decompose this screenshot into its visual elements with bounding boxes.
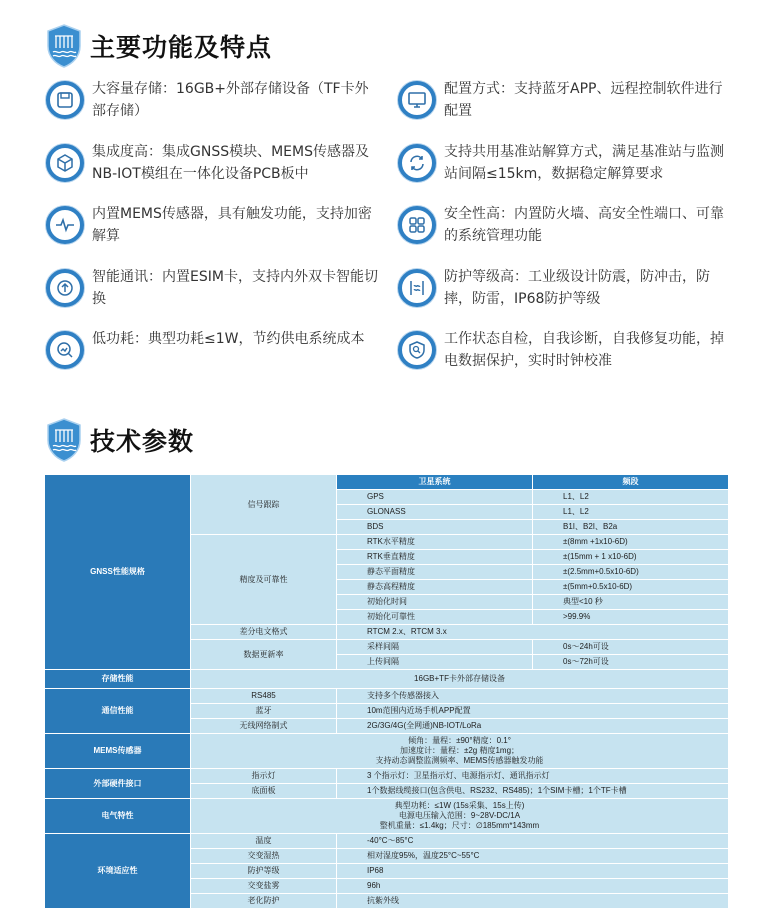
feature-text: 智能通讯：内置ESIM卡，支持内外双卡智能切换: [92, 268, 378, 307]
cell-value: 3 个指示灯：卫星指示灯、电源指示灯、通讯指示灯: [337, 769, 729, 784]
value-line: 加速度计：量程：±2g 精度1mg；: [399, 746, 520, 755]
group-value: [191, 734, 729, 769]
cell-value: -40°C～85°C: [337, 834, 729, 849]
feature-item: [398, 203, 733, 247]
feature-text: 工作状态自检，自我诊断，自我修复功能，掉电数据保护，实时时钟校准: [444, 331, 724, 369]
cell-value: >99.9%: [533, 610, 729, 625]
group-label: 电气特性: [45, 799, 191, 834]
table-row: [45, 769, 729, 784]
value-line: 典型功耗：≤1W (15s采集、15s上传): [394, 801, 525, 810]
value-line: 倾角：量程：±90°精度：0.1°: [408, 736, 511, 745]
monitor-icon: [398, 81, 436, 119]
feature-item: [46, 78, 381, 122]
sub-label: 数据更新率: [191, 640, 337, 670]
cell-value: 1个数据线缆接口(包含供电、RS232、RS485)；1个SIM卡槽；1个TF卡槽: [337, 784, 729, 799]
sub-label: 交变湿热: [191, 849, 337, 864]
group-label: 存储性能: [45, 670, 191, 689]
cell-value: ±(5mm+0.5x10-6D): [533, 580, 729, 595]
value-line: 16GB+TF卡外部存储设备: [414, 674, 505, 683]
sub-label: 无线网络制式: [191, 719, 337, 734]
feature-text: 支持共用基准站解算方式，满足基准站与监测站间隔≤15km，数据稳定解算要求: [444, 143, 724, 182]
features-section-header: [46, 24, 272, 68]
feature-item: [46, 203, 381, 247]
cube-icon: [46, 144, 84, 182]
cell-item: 初始化时间: [337, 595, 533, 610]
cell-value: 0s～72h可设: [533, 655, 729, 670]
table-row: [45, 734, 729, 769]
cell-value: B1I、B2I、B2a: [533, 520, 729, 535]
column-header: 卫星系统: [337, 475, 533, 490]
cell-value: 10m范围内近场手机APP配置: [337, 704, 729, 719]
cell-value: 相对湿度95%，温度25°C~55°C: [337, 849, 729, 864]
cell-item: GPS: [337, 490, 533, 505]
grid-icon: [398, 206, 436, 244]
upload-icon: [46, 269, 84, 307]
group-label: 外部硬件接口: [45, 769, 191, 799]
sub-label: 老化防护: [191, 894, 337, 909]
feature-item: [398, 141, 733, 185]
column-header: 频段: [533, 475, 729, 490]
cell-item: 采样间隔: [337, 640, 533, 655]
cell-value: 支持多个传感器接入: [337, 689, 729, 704]
group-label: 通信性能: [45, 689, 191, 734]
shield-wave-icon: [398, 269, 436, 307]
cell-value: 典型<10 秒: [533, 595, 729, 610]
cell-item: RTK垂直精度: [337, 550, 533, 565]
cell-value: 2G/3G/4G(全网通)NB-IOT/LoRa: [337, 719, 729, 734]
cell-item: 初始化可靠性: [337, 610, 533, 625]
shield-logo-icon: [46, 418, 82, 462]
cell-value: RTCM 2.x、RTCM 3.x: [337, 625, 729, 640]
sub-label: 精度及可靠性: [191, 535, 337, 625]
group-label: GNSS性能规格: [45, 475, 191, 670]
sync-icon: [398, 144, 436, 182]
value-line: 电源电压输入范围：9~28V-DC/1A: [398, 811, 521, 820]
sub-label: 底面板: [191, 784, 337, 799]
sub-label: 温度: [191, 834, 337, 849]
feature-text: 集成度高：集成GNSS模块、MEMS传感器及NB-IOT模组在一体化设备PCB板中: [92, 143, 369, 182]
feature-text: 内置MEMS传感器，具有触发功能，支持加密解算: [92, 206, 372, 244]
cell-value: L1、L2: [533, 505, 729, 520]
table-row: [45, 670, 729, 689]
cell-item: 静态高程精度: [337, 580, 533, 595]
cell-item: BDS: [337, 520, 533, 535]
feature-item: [46, 266, 381, 310]
value-line: 支持动态调整监测频率、MEMS传感器触发功能: [375, 756, 544, 765]
feature-item: [398, 328, 733, 372]
feature-item: [46, 141, 381, 185]
feature-text: 安全性高：内置防火墙、高安全性端口、可靠的系统管理功能: [444, 206, 724, 244]
cell-item: GLONASS: [337, 505, 533, 520]
sub-label: 防护等级: [191, 864, 337, 879]
table-row: [45, 689, 729, 704]
cell-value: ±(2.5mm+0.5x10-6D): [533, 565, 729, 580]
value-line: 整机重量：≤1.4kg；尺寸：∅185mm*143mm: [379, 821, 540, 830]
group-label: 环境适应性: [45, 834, 191, 909]
specs-section-header: [46, 418, 194, 462]
save-disk-icon: [46, 81, 84, 119]
table-row: [45, 799, 729, 834]
cell-value: IP68: [337, 864, 729, 879]
pulse-icon: [46, 206, 84, 244]
sub-label: RS485: [191, 689, 337, 704]
sub-label: 差分电文格式: [191, 625, 337, 640]
feature-text: 防护等级高：工业级设计防震，防冲击，防摔，防雷，IP68防护等级: [444, 268, 710, 307]
cell-value: ±(8mm +1x10-6D): [533, 535, 729, 550]
cell-value: 抗紫外线: [337, 894, 729, 909]
feature-item: [398, 266, 733, 310]
group-label: MEMS传感器: [45, 734, 191, 769]
table-row: [45, 834, 729, 849]
feature-item: [46, 328, 381, 369]
feature-item: [398, 78, 733, 122]
sub-label: 蓝牙: [191, 704, 337, 719]
cell-item: 上传间隔: [337, 655, 533, 670]
shield-search-icon: [398, 331, 436, 369]
cell-value: 96h: [337, 879, 729, 894]
cell-item: RTK水平精度: [337, 535, 533, 550]
sub-label: 指示灯: [191, 769, 337, 784]
group-value: [191, 670, 729, 689]
features-title: 主要功能及特点: [90, 33, 273, 62]
cell-item: 静态平面精度: [337, 565, 533, 580]
sub-label: 交变盐雾: [191, 879, 337, 894]
specs-table: [44, 474, 729, 909]
specs-title: 技术参数: [90, 427, 195, 456]
feature-text: 配置方式：支持蓝牙APP、远程控制软件进行配置: [444, 81, 723, 119]
cell-value: ±(15mm + 1 x10-6D): [533, 550, 729, 565]
feature-text: 低功耗：典型功耗≤1W，节约供电系统成本: [92, 331, 365, 347]
shield-logo-icon: [46, 24, 82, 68]
chart-search-icon: [46, 331, 84, 369]
sub-label: 信号跟踪: [191, 475, 337, 535]
cell-value: L1、L2: [533, 490, 729, 505]
feature-text: 大容量存储：16GB+外部存储设备（TF卡外部存储）: [92, 81, 369, 119]
group-value: [191, 799, 729, 834]
cell-value: 0s～24h可设: [533, 640, 729, 655]
table-header-row: [45, 475, 729, 490]
